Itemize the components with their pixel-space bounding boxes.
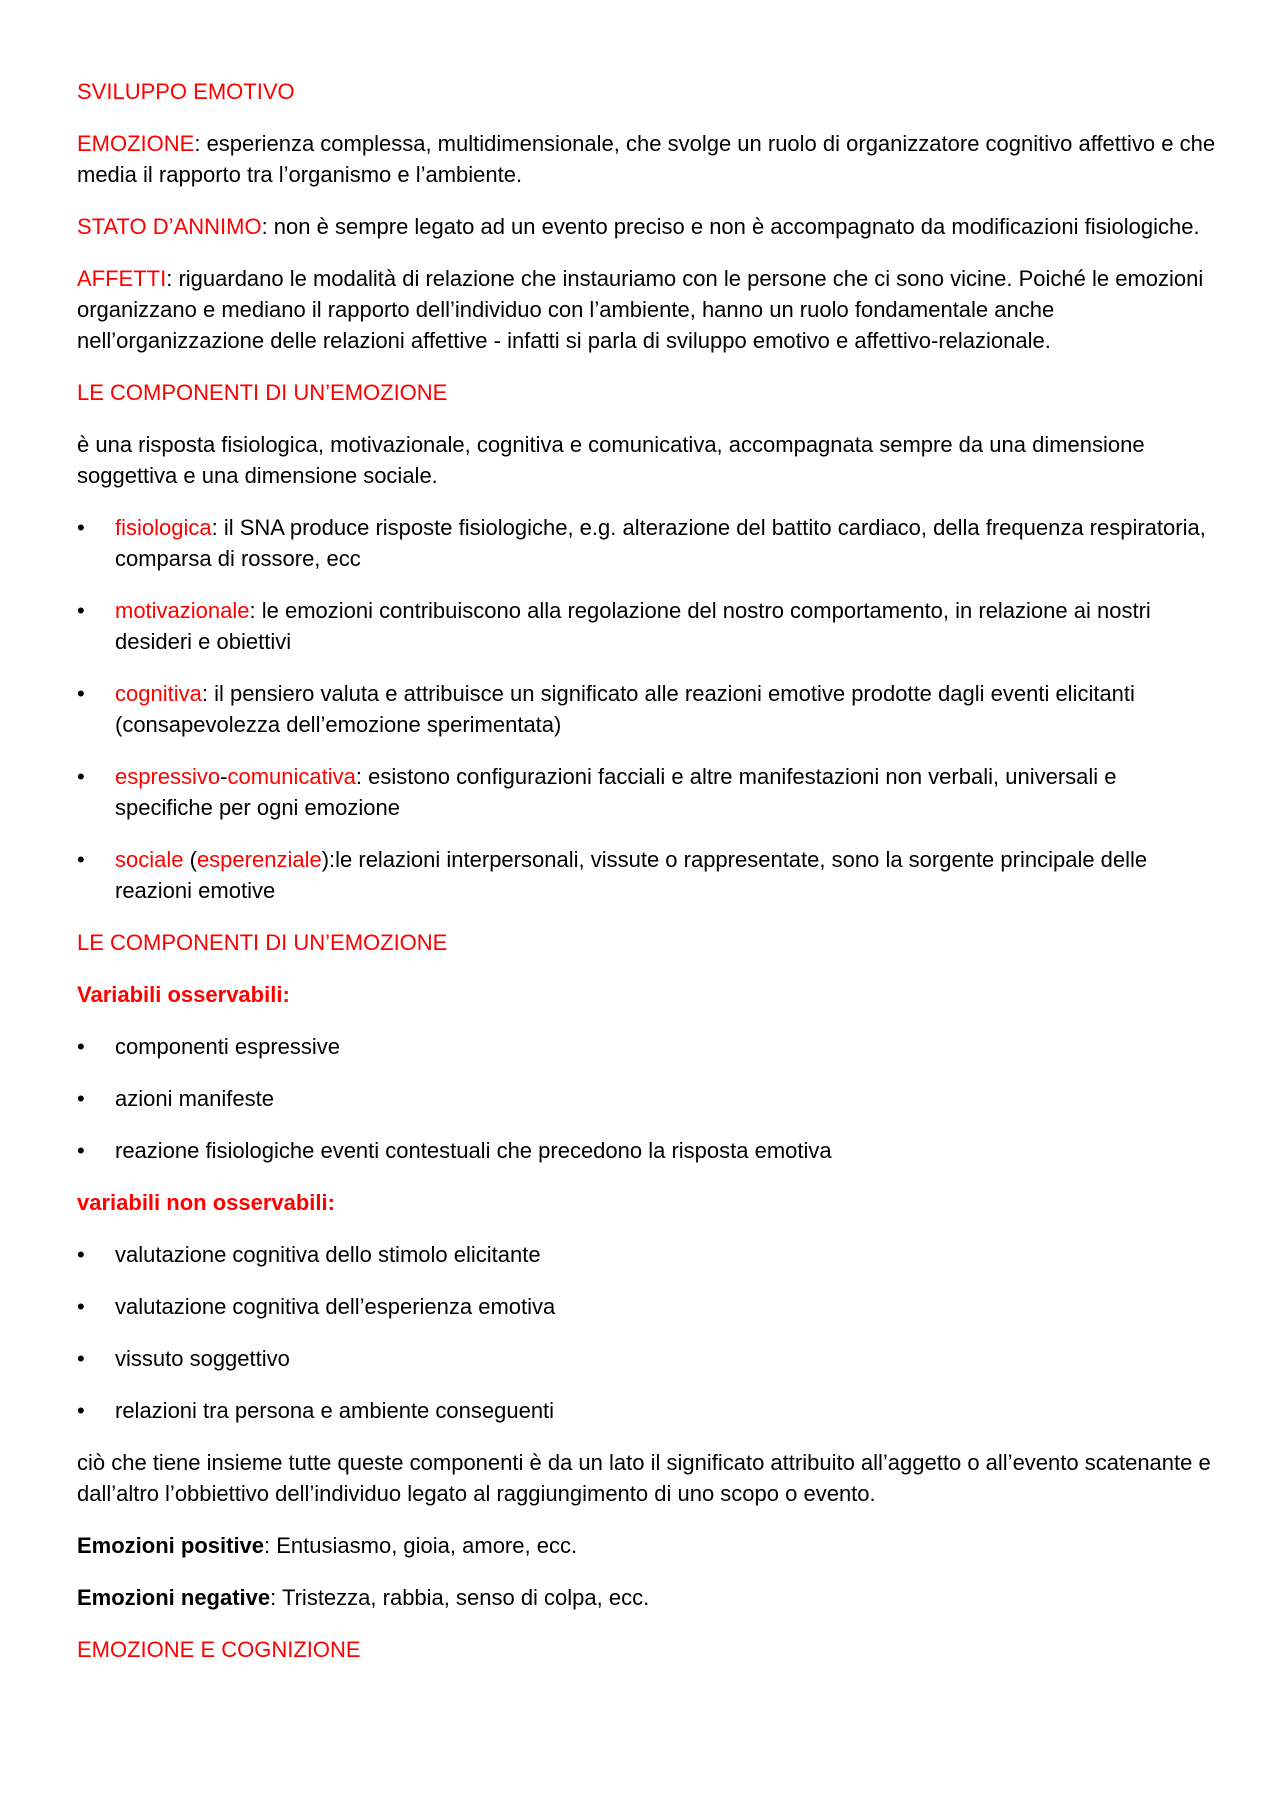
list-item <box>77 1291 1220 1322</box>
definition-affetti <box>77 263 1220 356</box>
definition-term: STATO D’ANNIMO <box>77 214 262 239</box>
definition-stato-danimo <box>77 211 1220 242</box>
component-text: : il SNA produce risposte fisiologiche, e.g. alterazione del battito cardiaco, della frequenza respiratoria, comparsa di rossore, ecc <box>115 515 1206 571</box>
component-text: : il pensiero valuta e attribuisce un significato alle reazioni emotive prodotte dagli eventi elicitanti (consapevolezza dell’emozione sperimentata) <box>115 681 1135 737</box>
non-observable-heading: variabili non osservabili: <box>77 1190 335 1215</box>
list-item-text: azioni manifeste <box>115 1086 274 1111</box>
list-item <box>77 678 1220 740</box>
component-term: comunicativa <box>227 764 356 789</box>
component-paren: ( <box>183 847 197 872</box>
positive-text: : Entusiasmo, gioia, amore, ecc. <box>264 1533 578 1558</box>
definition-term: AFFETTI <box>77 266 167 291</box>
section-heading-componenti-2: LE COMPONENTI DI UN’EMOZIONE <box>77 930 448 955</box>
component-term: sociale <box>115 847 184 872</box>
definition-text: : esperienza complessa, multidimensionale, che svolge un ruolo di organizzatore cognitivo affettivo e che media il rapporto tra l’organismo e l’ambiente. <box>77 131 1216 187</box>
positive-label: Emozioni positive <box>77 1533 265 1558</box>
bullet-icon: • <box>77 1346 85 1371</box>
bullet-icon: • <box>77 681 85 706</box>
list-item-text: reazione fisiologiche eventi contestuali che precedono la risposta emotiva <box>115 1138 832 1163</box>
list-item <box>77 1239 1220 1270</box>
list-item <box>77 595 1220 657</box>
bullet-icon: • <box>77 598 85 623</box>
bullet-icon: • <box>77 764 85 789</box>
list-item-text: componenti espressive <box>115 1034 341 1059</box>
section-heading-emozione-cognizione: EMOZIONE E COGNIZIONE <box>77 1637 361 1662</box>
list-item <box>77 844 1220 906</box>
component-text: ):le relazioni interpersonali, vissute o rappresentate, sono la sorgente principale delle reazioni emotive <box>115 847 1148 903</box>
list-item <box>77 1343 1220 1374</box>
list-item <box>77 1031 1220 1062</box>
bullet-icon: • <box>77 515 85 540</box>
bullet-icon: • <box>77 1294 85 1319</box>
definition-emozione <box>77 128 1220 190</box>
observable-list <box>77 1031 1220 1166</box>
bullet-icon: • <box>77 1086 85 1111</box>
negative-text: : Tristezza, rabbia, senso di colpa, ecc. <box>270 1585 650 1610</box>
bullet-icon: • <box>77 1398 85 1423</box>
component-text: : le emozioni contribuiscono alla regolazione del nostro comportamento, in relazione ai nostri desideri e obiettivi <box>115 598 1151 654</box>
component-term: espressivo <box>115 764 221 789</box>
negative-emotions <box>77 1582 1220 1613</box>
definition-term: EMOZIONE <box>77 131 195 156</box>
conclusion-paragraph: ciò che tiene insieme tutte queste componenti è da un lato il significato attribuito all’aggetto o all’evento scatenante e dall’altro l’obbiettivo dell’individuo legato al raggiungimento di uno scopo o evento. <box>77 1450 1211 1506</box>
list-item <box>77 1395 1220 1426</box>
observable-heading: Variabili osservabili: <box>77 982 290 1007</box>
components-list <box>77 512 1220 906</box>
list-item <box>77 1083 1220 1114</box>
component-dash: - <box>220 764 228 789</box>
section-intro: è una risposta fisiologica, motivazionale, cognitiva e comunicativa, accompagnata sempre da una dimensione soggettiva e una dimensione sociale. <box>77 432 1145 488</box>
list-item <box>77 761 1220 823</box>
bullet-icon: • <box>77 1138 85 1163</box>
list-item <box>77 1135 1220 1166</box>
list-item <box>77 512 1220 574</box>
positive-emotions <box>77 1530 1220 1561</box>
definition-text: : riguardano le modalità di relazione che instauriamo con le persone che ci sono vicine. Poiché le emozioni organizzano e mediano il rapporto dell’individuo con l’ambiente, hanno un ruolo fondamentale anche nell’organizzazione delle relazioni affettive - infatti si parla di sviluppo emotivo e affettivo-relazionale. <box>77 266 1204 353</box>
non-observable-list <box>77 1239 1220 1426</box>
definition-text: : non è sempre legato ad un evento preciso e non è accompagnato da modificazioni fisiologiche. <box>261 214 1200 239</box>
component-term: fisiologica <box>115 515 212 540</box>
component-term: motivazionale <box>115 598 250 623</box>
list-item-text: relazioni tra persona e ambiente conseguenti <box>115 1398 555 1423</box>
list-item-text: vissuto soggettivo <box>115 1346 290 1371</box>
document-title: SVILUPPO EMOTIVO <box>77 79 295 104</box>
component-term: esperenziale <box>196 847 322 872</box>
bullet-icon: • <box>77 1034 85 1059</box>
list-item-text: valutazione cognitiva dello stimolo elicitante <box>115 1242 541 1267</box>
component-term: cognitiva <box>115 681 202 706</box>
component-text: : esistono configurazioni facciali e altre manifestazioni non verbali, universali e specifiche per ogni emozione <box>115 764 1117 820</box>
bullet-icon: • <box>77 1242 85 1267</box>
negative-label: Emozioni negative <box>77 1585 271 1610</box>
list-item-text: valutazione cognitiva dell’esperienza emotiva <box>115 1294 556 1319</box>
section-heading-componenti: LE COMPONENTI DI UN’EMOZIONE <box>77 380 448 405</box>
bullet-icon: • <box>77 847 85 872</box>
